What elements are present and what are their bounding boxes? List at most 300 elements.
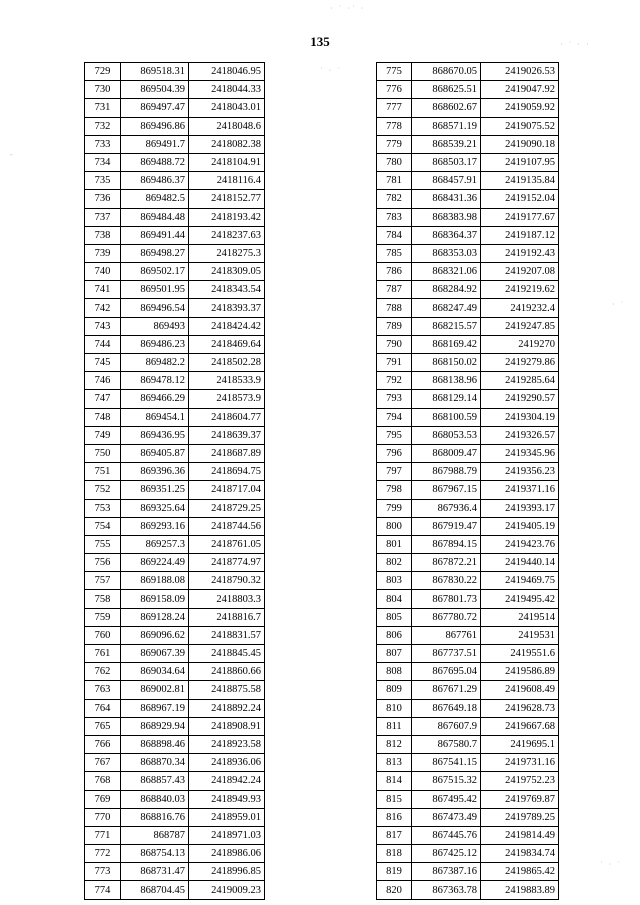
y-coordinate-cell: 2418949.93 (189, 790, 265, 808)
x-coordinate-cell: 869325.64 (121, 499, 189, 517)
table-row (377, 81, 559, 99)
point-number-cell: 752 (85, 481, 121, 499)
point-number-cell: 733 (85, 135, 121, 153)
point-number-cell: 803 (377, 572, 412, 590)
table-row (85, 354, 265, 372)
x-coordinate-cell: 869096.62 (121, 626, 189, 644)
y-coordinate-cell: 2419531 (481, 626, 559, 644)
point-number-cell: 777 (377, 99, 412, 117)
point-number-cell: 789 (377, 317, 412, 335)
table-row (85, 881, 265, 899)
coordinates-table-left (84, 62, 265, 900)
point-number-cell: 749 (85, 426, 121, 444)
y-coordinate-cell: 2419326.57 (481, 426, 559, 444)
y-coordinate-cell: 2419279.86 (481, 354, 559, 372)
scan-speck: · ˙ (612, 300, 626, 309)
point-number-cell: 804 (377, 590, 412, 608)
x-coordinate-cell: 869488.72 (121, 153, 189, 171)
table-row (377, 481, 559, 499)
y-coordinate-cell: 2419469.75 (481, 572, 559, 590)
point-number-cell: 800 (377, 517, 412, 535)
x-coordinate-cell: 868169.42 (412, 335, 481, 353)
x-coordinate-cell: 868898.46 (121, 735, 189, 753)
table-row (85, 408, 265, 426)
x-coordinate-cell: 869396.36 (121, 463, 189, 481)
point-number-cell: 731 (85, 99, 121, 117)
table-row (377, 390, 559, 408)
table-row (377, 517, 559, 535)
y-coordinate-cell: 2419135.84 (481, 172, 559, 190)
point-number-cell: 798 (377, 481, 412, 499)
y-coordinate-cell: 2419731.16 (481, 754, 559, 772)
point-number-cell: 780 (377, 153, 412, 171)
y-coordinate-cell: 2419219.62 (481, 281, 559, 299)
y-coordinate-cell: 2418573.9 (189, 390, 265, 408)
table-row (85, 299, 265, 317)
point-number-cell: 730 (85, 81, 121, 99)
point-number-cell: 742 (85, 299, 121, 317)
point-number-cell: 784 (377, 226, 412, 244)
point-number-cell: 815 (377, 790, 412, 808)
table-row (85, 463, 265, 481)
x-coordinate-cell: 867780.72 (412, 608, 481, 626)
scan-speck: - (10, 150, 15, 159)
table-row (377, 372, 559, 390)
table-row (377, 226, 559, 244)
x-coordinate-cell: 867872.21 (412, 554, 481, 572)
x-coordinate-cell: 868670.05 (412, 63, 481, 81)
x-coordinate-cell: 867515.32 (412, 772, 481, 790)
point-number-cell: 792 (377, 372, 412, 390)
point-number-cell: 743 (85, 317, 121, 335)
table-row (85, 699, 265, 717)
x-coordinate-cell: 868704.45 (121, 881, 189, 899)
point-number-cell: 791 (377, 354, 412, 372)
table-row (85, 608, 265, 626)
y-coordinate-cell: 2418959.01 (189, 808, 265, 826)
table-row (85, 717, 265, 735)
x-coordinate-cell: 868754.13 (121, 845, 189, 863)
y-coordinate-cell: 2418687.89 (189, 444, 265, 462)
table-row (377, 881, 559, 899)
x-coordinate-cell: 868840.03 (121, 790, 189, 808)
y-coordinate-cell: 2419177.67 (481, 208, 559, 226)
table-row (377, 735, 559, 753)
table-row (377, 681, 559, 699)
table-row (377, 153, 559, 171)
point-number-cell: 732 (85, 117, 121, 135)
y-coordinate-cell: 2418502.28 (189, 354, 265, 372)
point-number-cell: 799 (377, 499, 412, 517)
point-number-cell: 757 (85, 572, 121, 590)
y-coordinate-cell: 2418424.42 (189, 317, 265, 335)
point-number-cell: 756 (85, 554, 121, 572)
y-coordinate-cell: 2419059.92 (481, 99, 559, 117)
table-row (377, 444, 559, 462)
x-coordinate-cell: 867988.79 (412, 463, 481, 481)
x-coordinate-cell: 868053.53 (412, 426, 481, 444)
y-coordinate-cell: 2418761.05 (189, 535, 265, 553)
y-coordinate-cell: 2419883.89 (481, 881, 559, 899)
table-row (85, 863, 265, 881)
y-coordinate-cell: 2419628.73 (481, 699, 559, 717)
y-coordinate-cell: 2419393.17 (481, 499, 559, 517)
point-number-cell: 738 (85, 226, 121, 244)
table-row (85, 808, 265, 826)
point-number-cell: 754 (85, 517, 121, 535)
point-number-cell: 769 (85, 790, 121, 808)
y-coordinate-cell: 2418116.4 (189, 172, 265, 190)
x-coordinate-cell: 869501.95 (121, 281, 189, 299)
x-coordinate-cell: 868431.36 (412, 190, 481, 208)
table-row (377, 408, 559, 426)
point-number-cell: 813 (377, 754, 412, 772)
table-row (377, 535, 559, 553)
point-number-cell: 806 (377, 626, 412, 644)
y-coordinate-cell: 2419247.85 (481, 317, 559, 335)
table-row (85, 626, 265, 644)
table-row (377, 463, 559, 481)
y-coordinate-cell: 2419047.92 (481, 81, 559, 99)
x-coordinate-cell: 868929.94 (121, 717, 189, 735)
table-row (85, 99, 265, 117)
table-row (377, 717, 559, 735)
x-coordinate-cell: 868539.21 (412, 135, 481, 153)
y-coordinate-cell: 2419285.64 (481, 372, 559, 390)
y-coordinate-cell: 2418875.58 (189, 681, 265, 699)
page-number: 135 (310, 34, 330, 49)
point-number-cell: 772 (85, 845, 121, 863)
point-number-cell: 779 (377, 135, 412, 153)
table-row (85, 681, 265, 699)
table-row (85, 172, 265, 190)
point-number-cell: 740 (85, 263, 121, 281)
point-number-cell: 785 (377, 244, 412, 262)
y-coordinate-cell: 2419075.52 (481, 117, 559, 135)
y-coordinate-cell: 2419514 (481, 608, 559, 626)
y-coordinate-cell: 2419586.89 (481, 663, 559, 681)
table-row (377, 808, 559, 826)
x-coordinate-cell: 867580.7 (412, 735, 481, 753)
point-number-cell: 736 (85, 190, 121, 208)
y-coordinate-cell: 2418046.95 (189, 63, 265, 81)
table-row (377, 754, 559, 772)
x-coordinate-cell: 869466.29 (121, 390, 189, 408)
table-row (85, 499, 265, 517)
point-number-cell: 790 (377, 335, 412, 353)
y-coordinate-cell: 2419187.12 (481, 226, 559, 244)
x-coordinate-cell: 869486.23 (121, 335, 189, 353)
y-coordinate-cell: 2418816.7 (189, 608, 265, 626)
table-row (85, 81, 265, 99)
point-number-cell: 758 (85, 590, 121, 608)
x-coordinate-cell: 867387.16 (412, 863, 481, 881)
table-row (85, 63, 265, 81)
point-number-cell: 807 (377, 645, 412, 663)
y-coordinate-cell: 2418845.45 (189, 645, 265, 663)
y-coordinate-cell: 2419423.76 (481, 535, 559, 553)
y-coordinate-cell: 2418971.03 (189, 826, 265, 844)
point-number-cell: 741 (85, 281, 121, 299)
table-row (85, 135, 265, 153)
x-coordinate-cell: 867541.15 (412, 754, 481, 772)
table-row (85, 772, 265, 790)
y-coordinate-cell: 2418774.97 (189, 554, 265, 572)
x-coordinate-cell: 868215.57 (412, 317, 481, 335)
y-coordinate-cell: 2418803.3 (189, 590, 265, 608)
point-number-cell: 755 (85, 535, 121, 553)
point-number-cell: 766 (85, 735, 121, 753)
point-number-cell: 773 (85, 863, 121, 881)
point-number-cell: 781 (377, 172, 412, 190)
table-row (377, 244, 559, 262)
x-coordinate-cell: 868870.34 (121, 754, 189, 772)
y-coordinate-cell: 2418860.66 (189, 663, 265, 681)
x-coordinate-cell: 867737.51 (412, 645, 481, 663)
table-row (377, 645, 559, 663)
y-coordinate-cell: 2418790.32 (189, 572, 265, 590)
table-row (85, 153, 265, 171)
x-coordinate-cell: 868816.76 (121, 808, 189, 826)
y-coordinate-cell: 2419270 (481, 335, 559, 353)
x-coordinate-cell: 868967.19 (121, 699, 189, 717)
x-coordinate-cell: 869484.48 (121, 208, 189, 226)
y-coordinate-cell: 2419405.19 (481, 517, 559, 535)
x-coordinate-cell: 868625.51 (412, 81, 481, 99)
point-number-cell: 739 (85, 244, 121, 262)
table-row (85, 263, 265, 281)
point-number-cell: 788 (377, 299, 412, 317)
table-row (377, 354, 559, 372)
y-coordinate-cell: 2418996.85 (189, 863, 265, 881)
point-number-cell: 765 (85, 717, 121, 735)
y-coordinate-cell: 2419789.25 (481, 808, 559, 826)
x-coordinate-cell: 867894.15 (412, 535, 481, 553)
x-coordinate-cell: 867919.47 (412, 517, 481, 535)
table-row (85, 517, 265, 535)
scan-speck: ˙ · ˙ (600, 860, 622, 869)
x-coordinate-cell: 869493 (121, 317, 189, 335)
table-row (85, 335, 265, 353)
y-coordinate-cell: 2418275.3 (189, 244, 265, 262)
table-row (85, 663, 265, 681)
y-coordinate-cell: 2418048.6 (189, 117, 265, 135)
y-coordinate-cell: 2418908.91 (189, 717, 265, 735)
x-coordinate-cell: 868321.06 (412, 263, 481, 281)
y-coordinate-cell: 2418193.42 (189, 208, 265, 226)
y-coordinate-cell: 2418936.06 (189, 754, 265, 772)
y-coordinate-cell: 2419192.43 (481, 244, 559, 262)
y-coordinate-cell: 2418152.77 (189, 190, 265, 208)
y-coordinate-cell: 2418533.9 (189, 372, 265, 390)
x-coordinate-cell: 867425.12 (412, 845, 481, 863)
point-number-cell: 794 (377, 408, 412, 426)
point-number-cell: 805 (377, 608, 412, 626)
x-coordinate-cell: 869478.12 (121, 372, 189, 390)
x-coordinate-cell: 869491.44 (121, 226, 189, 244)
point-number-cell: 817 (377, 826, 412, 844)
point-number-cell: 734 (85, 153, 121, 171)
scan-speck: ˙ · ˙ (320, 66, 342, 75)
y-coordinate-cell: 2419440.14 (481, 554, 559, 572)
point-number-cell: 767 (85, 754, 121, 772)
point-number-cell: 770 (85, 808, 121, 826)
table-row (377, 772, 559, 790)
x-coordinate-cell: 867473.49 (412, 808, 481, 826)
point-number-cell: 801 (377, 535, 412, 553)
point-number-cell: 782 (377, 190, 412, 208)
y-coordinate-cell: 2418831.57 (189, 626, 265, 644)
point-number-cell: 787 (377, 281, 412, 299)
table-row (85, 190, 265, 208)
point-number-cell: 774 (85, 881, 121, 899)
y-coordinate-cell: 2418717.04 (189, 481, 265, 499)
x-coordinate-cell: 869498.27 (121, 244, 189, 262)
table-row (85, 645, 265, 663)
point-number-cell: 802 (377, 554, 412, 572)
table-row (377, 263, 559, 281)
table-row (377, 790, 559, 808)
y-coordinate-cell: 2418923.58 (189, 735, 265, 753)
point-number-cell: 751 (85, 463, 121, 481)
x-coordinate-cell: 867801.73 (412, 590, 481, 608)
table-row (85, 735, 265, 753)
x-coordinate-cell: 869486.37 (121, 172, 189, 190)
table-row (377, 663, 559, 681)
table-row (85, 554, 265, 572)
table-row (85, 244, 265, 262)
y-coordinate-cell: 2418393.37 (189, 299, 265, 317)
x-coordinate-cell: 868571.19 (412, 117, 481, 135)
y-coordinate-cell: 2418986.06 (189, 845, 265, 863)
point-number-cell: 812 (377, 735, 412, 753)
table-row (377, 499, 559, 517)
table-row (85, 790, 265, 808)
x-coordinate-cell: 869128.24 (121, 608, 189, 626)
x-coordinate-cell: 867936.4 (412, 499, 481, 517)
y-coordinate-cell: 2419371.16 (481, 481, 559, 499)
table-row (377, 590, 559, 608)
x-coordinate-cell: 869224.49 (121, 554, 189, 572)
x-coordinate-cell: 868353.03 (412, 244, 481, 262)
point-number-cell: 735 (85, 172, 121, 190)
point-number-cell: 810 (377, 699, 412, 717)
x-coordinate-cell: 868602.67 (412, 99, 481, 117)
y-coordinate-cell: 2419232.4 (481, 299, 559, 317)
table-row (85, 426, 265, 444)
table-row (377, 608, 559, 626)
table-row (377, 626, 559, 644)
y-coordinate-cell: 2419551.6 (481, 645, 559, 663)
point-number-cell: 760 (85, 626, 121, 644)
point-number-cell: 759 (85, 608, 121, 626)
x-coordinate-cell: 869518.31 (121, 63, 189, 81)
table-row (377, 317, 559, 335)
x-coordinate-cell: 869504.39 (121, 81, 189, 99)
y-coordinate-cell: 2418043.01 (189, 99, 265, 117)
table-row (377, 117, 559, 135)
x-coordinate-cell: 869502.17 (121, 263, 189, 281)
point-number-cell: 783 (377, 208, 412, 226)
point-number-cell: 729 (85, 63, 121, 81)
x-coordinate-cell: 869491.7 (121, 135, 189, 153)
y-coordinate-cell: 2418744.56 (189, 517, 265, 535)
x-coordinate-cell: 869002.81 (121, 681, 189, 699)
x-coordinate-cell: 867830.22 (412, 572, 481, 590)
x-coordinate-cell: 868150.02 (412, 354, 481, 372)
x-coordinate-cell: 867495.42 (412, 790, 481, 808)
point-number-cell: 786 (377, 263, 412, 281)
x-coordinate-cell: 868284.92 (412, 281, 481, 299)
point-number-cell: 775 (377, 63, 412, 81)
y-coordinate-cell: 2419495.42 (481, 590, 559, 608)
scan-speck: · ˙ · · (560, 40, 591, 49)
y-coordinate-cell: 2419695.1 (481, 735, 559, 753)
table-row (85, 372, 265, 390)
x-coordinate-cell: 867967.15 (412, 481, 481, 499)
point-number-cell: 820 (377, 881, 412, 899)
point-number-cell: 795 (377, 426, 412, 444)
point-number-cell: 776 (377, 81, 412, 99)
x-coordinate-cell: 867649.18 (412, 699, 481, 717)
y-coordinate-cell: 2419814.49 (481, 826, 559, 844)
point-number-cell: 811 (377, 717, 412, 735)
y-coordinate-cell: 2418892.24 (189, 699, 265, 717)
x-coordinate-cell: 867695.04 (412, 663, 481, 681)
y-coordinate-cell: 2418104.91 (189, 153, 265, 171)
table-row (85, 226, 265, 244)
x-coordinate-cell: 869496.54 (121, 299, 189, 317)
point-number-cell: 797 (377, 463, 412, 481)
table-row (85, 317, 265, 335)
x-coordinate-cell: 867363.78 (412, 881, 481, 899)
table-row (377, 172, 559, 190)
y-coordinate-cell: 2418639.37 (189, 426, 265, 444)
y-coordinate-cell: 2419304.19 (481, 408, 559, 426)
table-row (377, 335, 559, 353)
y-coordinate-cell: 2418343.54 (189, 281, 265, 299)
x-coordinate-cell: 867761 (412, 626, 481, 644)
x-coordinate-cell: 868247.49 (412, 299, 481, 317)
table-row (377, 554, 559, 572)
x-coordinate-cell: 869482.5 (121, 190, 189, 208)
point-number-cell: 747 (85, 390, 121, 408)
scan-speck: · ˙ ·˙ · (330, 4, 366, 13)
x-coordinate-cell: 869188.08 (121, 572, 189, 590)
table-row (85, 117, 265, 135)
y-coordinate-cell: 2419152.04 (481, 190, 559, 208)
x-coordinate-cell: 869482.2 (121, 354, 189, 372)
x-coordinate-cell: 869436.95 (121, 426, 189, 444)
table-row (377, 208, 559, 226)
x-coordinate-cell: 869293.16 (121, 517, 189, 535)
table-row (85, 754, 265, 772)
x-coordinate-cell: 868009.47 (412, 444, 481, 462)
y-coordinate-cell: 2419026.53 (481, 63, 559, 81)
point-number-cell: 808 (377, 663, 412, 681)
point-number-cell: 761 (85, 645, 121, 663)
point-number-cell: 818 (377, 845, 412, 863)
table-row (85, 444, 265, 462)
table-row (377, 99, 559, 117)
table-row (377, 863, 559, 881)
y-coordinate-cell: 2419290.57 (481, 390, 559, 408)
x-coordinate-cell: 869351.25 (121, 481, 189, 499)
x-coordinate-cell: 867671.29 (412, 681, 481, 699)
x-coordinate-cell: 868364.37 (412, 226, 481, 244)
point-number-cell: 753 (85, 499, 121, 517)
y-coordinate-cell: 2419207.08 (481, 263, 559, 281)
